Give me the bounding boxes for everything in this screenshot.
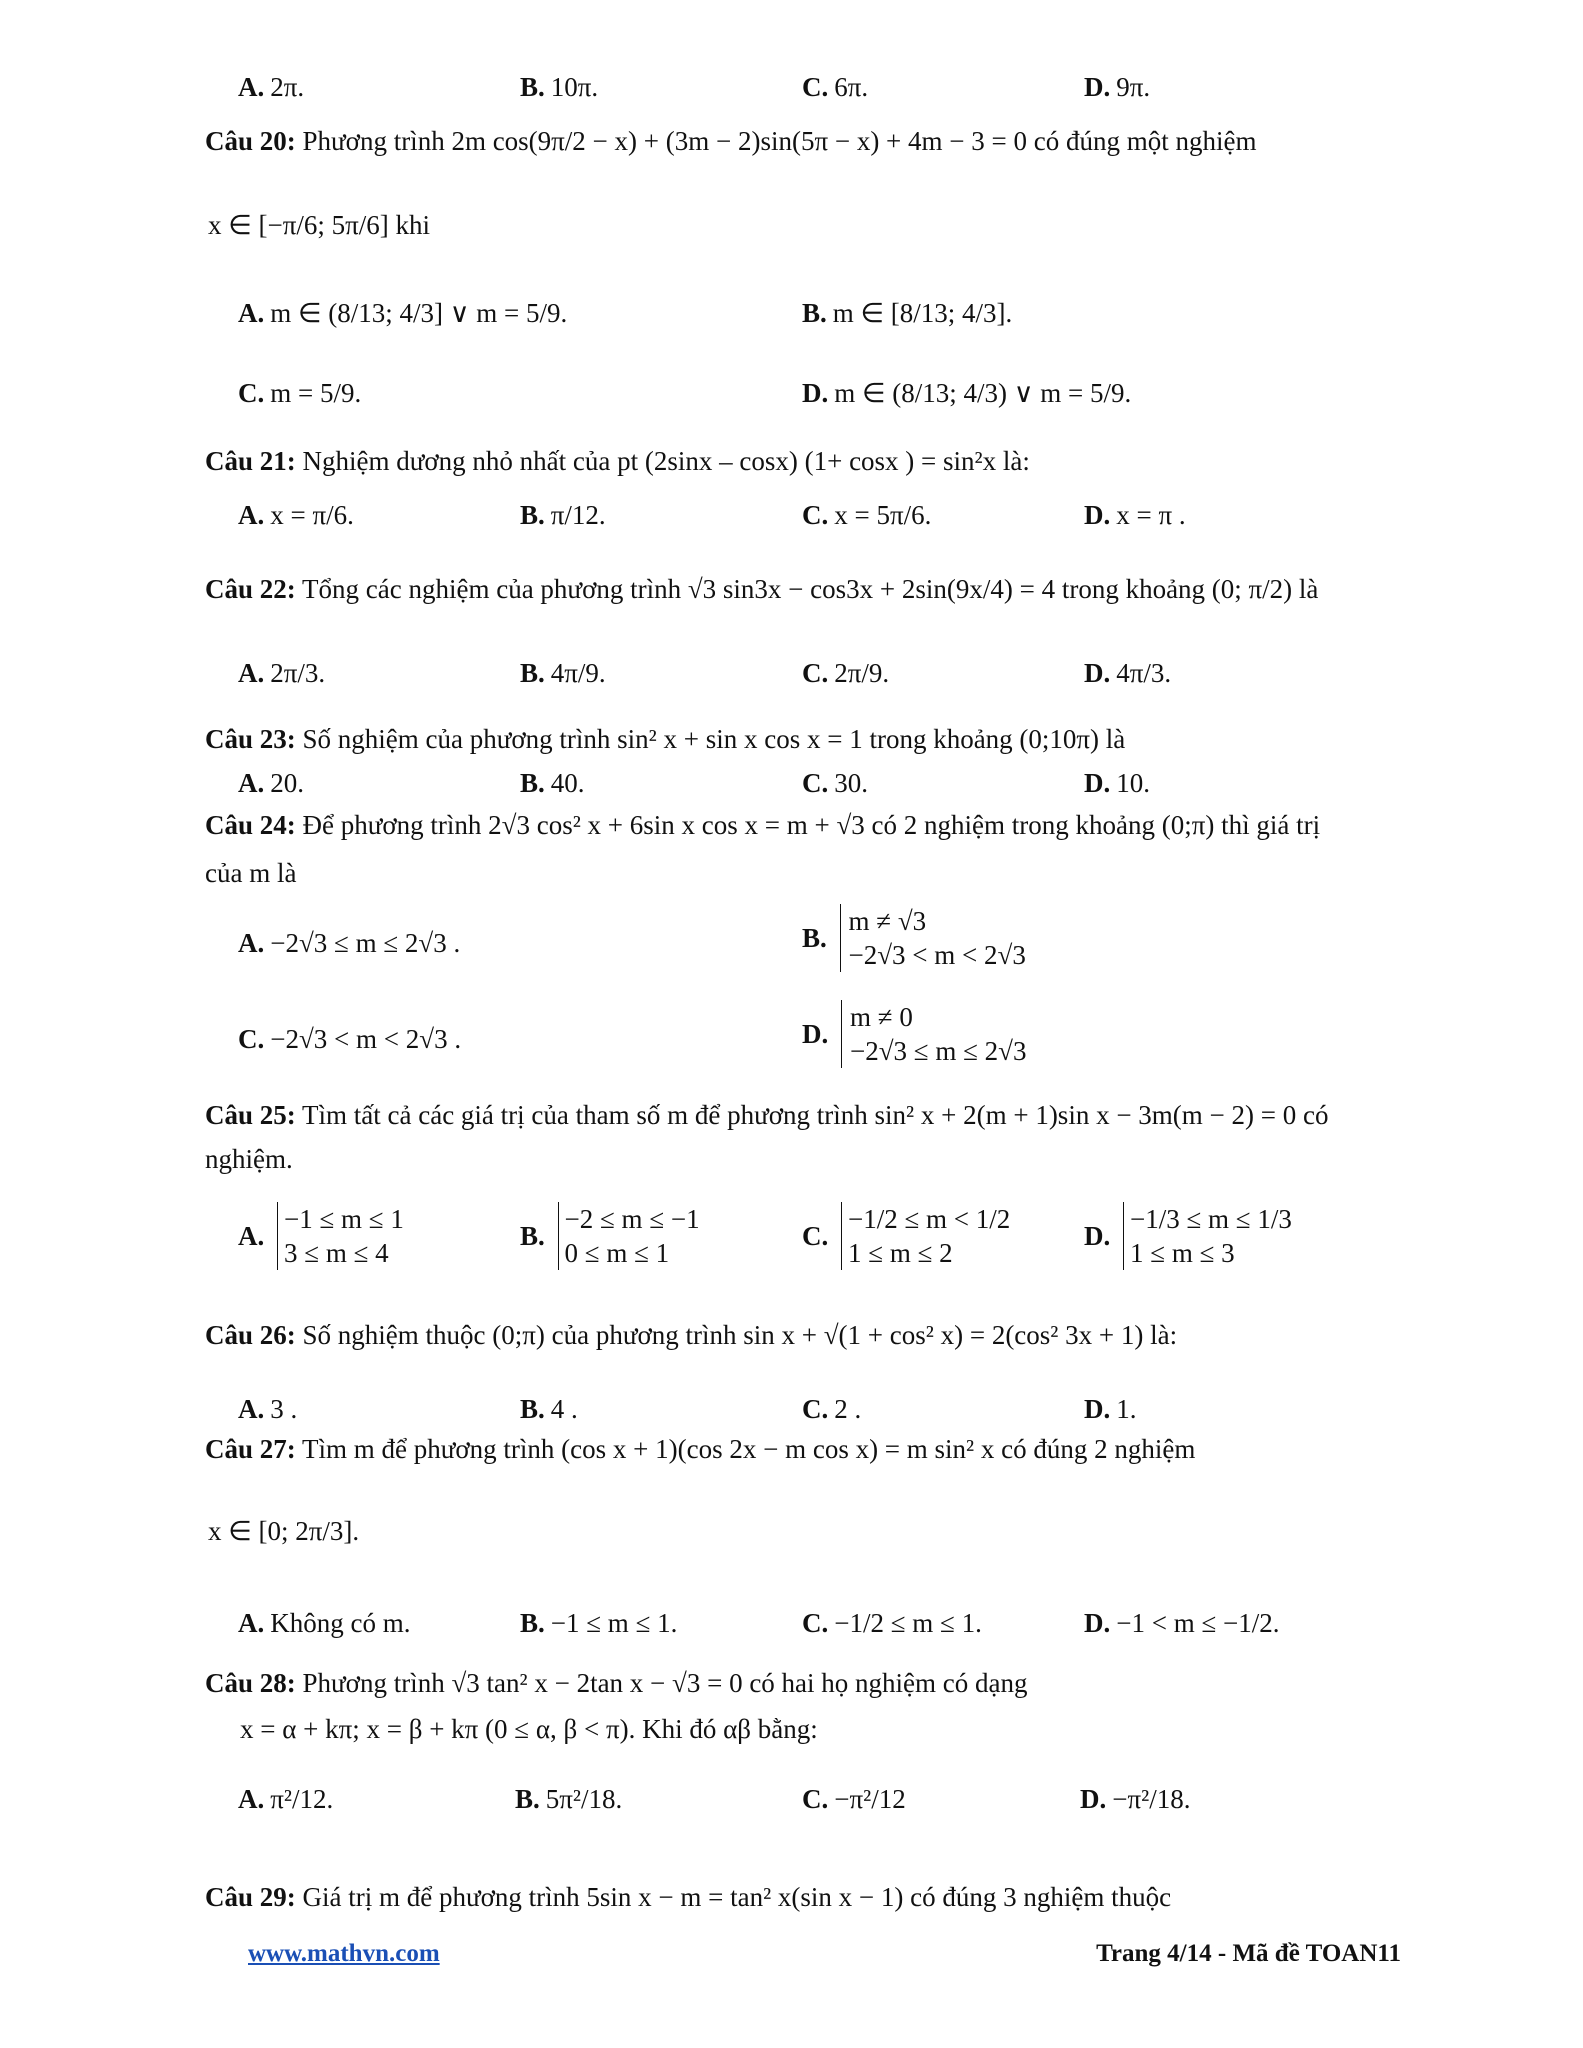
q20-stem-line2: x ∈ [−π/6; 5π/6] khi	[208, 210, 430, 240]
q22-option-a: A. 2π/3.	[238, 658, 326, 688]
q19-option-c: C. 6π.	[802, 72, 869, 102]
q20-option-b: B. m ∈ [8/13; 4/3].	[802, 298, 1013, 328]
q27-option-c: C. −1/2 ≤ m ≤ 1.	[802, 1608, 982, 1638]
q22-option-b: B. 4π/9.	[520, 658, 606, 688]
q25-option-a: A. −1 ≤ m ≤ 1 3 ≤ m ≤ 4	[238, 1204, 404, 1268]
q21-option-a: A. x = π/6.	[238, 500, 354, 530]
q23-option-b: B. 40.	[520, 768, 585, 798]
q25-stem: Câu 25: Tìm tất cả các giá trị của tham số m để phương trình sin² x + 2(m + 1)sin x − 3m(m − 2) = 0 có	[205, 1100, 1329, 1130]
q23-option-c: C. 30.	[802, 768, 868, 798]
footer-page-number: Trang 4/14 - Mã đề TOAN11	[1096, 1940, 1401, 1967]
q27-option-a: A. Không có m.	[238, 1608, 411, 1638]
q25-option-b: B. −2 ≤ m ≤ −1 0 ≤ m ≤ 1	[520, 1204, 700, 1268]
q20-option-a: A. m ∈ (8/13; 4/3] ∨ m = 5/9.	[238, 298, 568, 328]
q26-stem: Câu 26: Số nghiệm thuộc (0;π) của phương trình sin x + √(1 + cos² x) = 2(cos² 3x + 1) là:	[205, 1320, 1178, 1350]
q21-option-c: C. x = 5π/6.	[802, 500, 932, 530]
q26-option-c: C. 2 .	[802, 1394, 862, 1424]
q21-option-b: B. π/12.	[520, 500, 606, 530]
q26-option-b: B. 4 .	[520, 1394, 578, 1424]
q23-stem: Câu 23: Số nghiệm của phương trình sin² x + sin x cos x = 1 trong khoảng (0;10π) là	[205, 724, 1126, 754]
q27-stem: Câu 27: Tìm m để phương trình (cos x + 1)(cos 2x − m cos x) = m sin² x có đúng 2 nghiệm	[205, 1434, 1196, 1464]
q19-option-d: D. 9π.	[1084, 72, 1151, 102]
q24-option-c: C. −2√3 < m < 2√3 .	[238, 1024, 462, 1054]
q27-stem-line2: x ∈ [0; 2π/3].	[208, 1516, 360, 1546]
q24-option-a: A. −2√3 ≤ m ≤ 2√3 .	[238, 928, 461, 958]
q25-option-c: C. −1/2 ≤ m < 1/2 1 ≤ m ≤ 2	[802, 1204, 1011, 1268]
q19-option-a: A. 2π.	[238, 72, 305, 102]
q28-stem: Câu 28: Phương trình √3 tan² x − 2tan x − √3 = 0 có hai họ nghiệm có dạng	[205, 1668, 1028, 1698]
q28-option-d: D. −π²/18.	[1080, 1784, 1191, 1814]
q24-stem-line2: của m là	[205, 858, 297, 888]
q28-option-b: B. 5π²/18.	[515, 1784, 623, 1814]
q20-option-c: C. m = 5/9.	[238, 378, 362, 408]
q25-option-d: D. −1/3 ≤ m ≤ 1/3 1 ≤ m ≤ 3	[1084, 1204, 1292, 1268]
q26-option-d: D. 1.	[1084, 1394, 1137, 1424]
q22-option-c: C. 2π/9.	[802, 658, 890, 688]
q27-option-d: D. −1 < m ≤ −1/2.	[1084, 1608, 1280, 1638]
q26-option-a: A. 3 .	[238, 1394, 298, 1424]
q24-option-d: D. m ≠ 0 −2√3 ≤ m ≤ 2√3	[802, 1002, 1027, 1066]
q24-stem: Câu 24: Để phương trình 2√3 cos² x + 6sin x cos x = m + √3 có 2 nghiệm trong khoảng (0;π) thì giá trị	[205, 810, 1321, 840]
q22-option-d: D. 4π/3.	[1084, 658, 1172, 688]
q20-stem: Câu 20: Phương trình 2m cos(9π/2 − x) + (3m − 2)sin(5π − x) + 4m − 3 = 0 có đúng một nghiệm	[205, 126, 1257, 156]
q22-stem: Câu 22: Tổng các nghiệm của phương trình √3 sin3x − cos3x + 2sin(9x/4) = 4 trong khoảng (0; π/2) là	[205, 574, 1319, 604]
q27-option-b: B. −1 ≤ m ≤ 1.	[520, 1608, 678, 1638]
q28-stem-line2: x = α + kπ; x = β + kπ (0 ≤ α, β < π). Khi đó αβ bằng:	[240, 1714, 818, 1744]
q28-option-a: A. π²/12.	[238, 1784, 334, 1814]
q21-option-d: D. x = π .	[1084, 500, 1186, 530]
q23-option-d: D. 10.	[1084, 768, 1150, 798]
q23-option-a: A. 20.	[238, 768, 304, 798]
q29-stem: Câu 29: Giá trị m để phương trình 5sin x − m = tan² x(sin x − 1) có đúng 3 nghiệm thuộc	[205, 1882, 1172, 1912]
q25-stem-line2: nghiệm.	[205, 1144, 293, 1174]
q21-stem: Câu 21: Nghiệm dương nhỏ nhất của pt (2sinx – cosx) (1+ cosx ) = sin²x là:	[205, 446, 1030, 476]
footer-website-link[interactable]: www.mathvn.com	[248, 1940, 440, 1967]
q24-option-b: B. m ≠ √3 −2√3 < m < 2√3	[802, 906, 1026, 970]
q28-option-c: C. −π²/12	[802, 1784, 906, 1814]
q20-option-d: D. m ∈ (8/13; 4/3) ∨ m = 5/9.	[802, 378, 1132, 408]
q19-option-b: B. 10π.	[520, 72, 599, 102]
